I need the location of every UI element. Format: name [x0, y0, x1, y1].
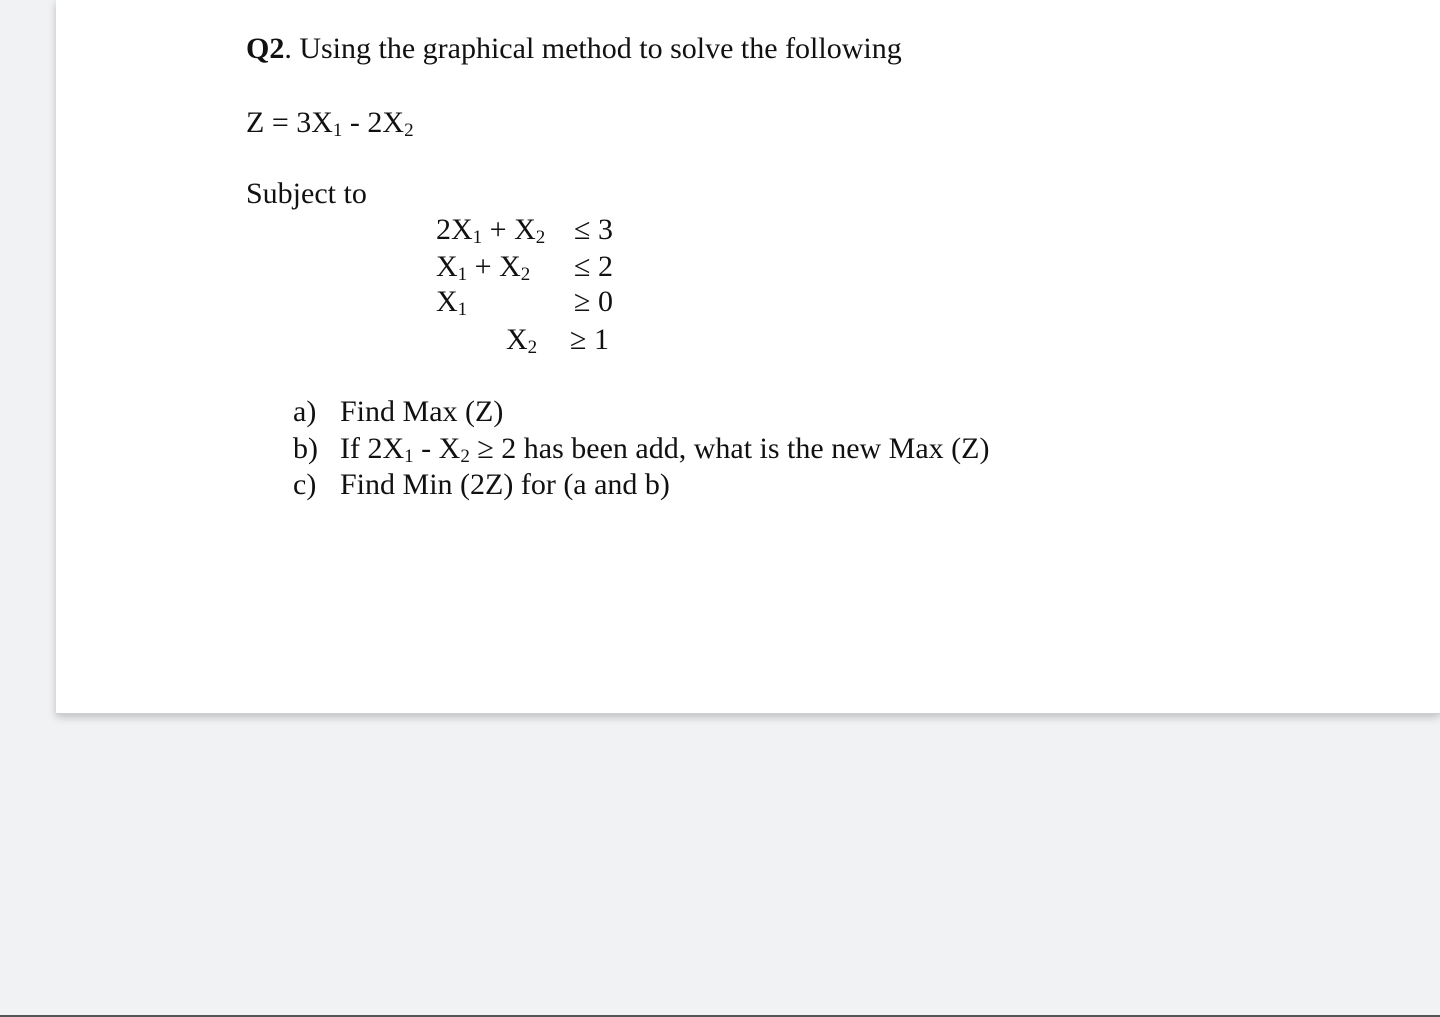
part-b: b) If $2X_1 - X_2 \ge 2$ has been add, what is the new Max (Z) [293, 432, 990, 467]
objective-function: $Z = 3X_1 - 2X_2$ [246, 106, 414, 141]
constraint-4-lhs: $X_2$ [506, 323, 538, 358]
constraint-4-rhs: ≥ 1 [570, 323, 609, 356]
constraint-2-rhs: ≤ 2 [574, 250, 613, 283]
part-c: c) Find Min (2Z) for (a and b) [293, 468, 670, 501]
constraint-3-lhs: $X_1$ [436, 285, 468, 320]
subject-to-label: Subject to [246, 177, 367, 210]
constraint-1-lhs: $2X_1 + X_2$ [436, 213, 546, 248]
constraint-3-rhs: ≥ 0 [574, 285, 613, 318]
question-title: Q2. Using the graphical method to solve the following [246, 32, 902, 65]
constraint-2-lhs: $X_1 + X_2$ [436, 250, 531, 285]
constraint-1-rhs: ≤ 3 [574, 213, 613, 246]
part-a: a) Find Max (Z) [293, 395, 504, 428]
